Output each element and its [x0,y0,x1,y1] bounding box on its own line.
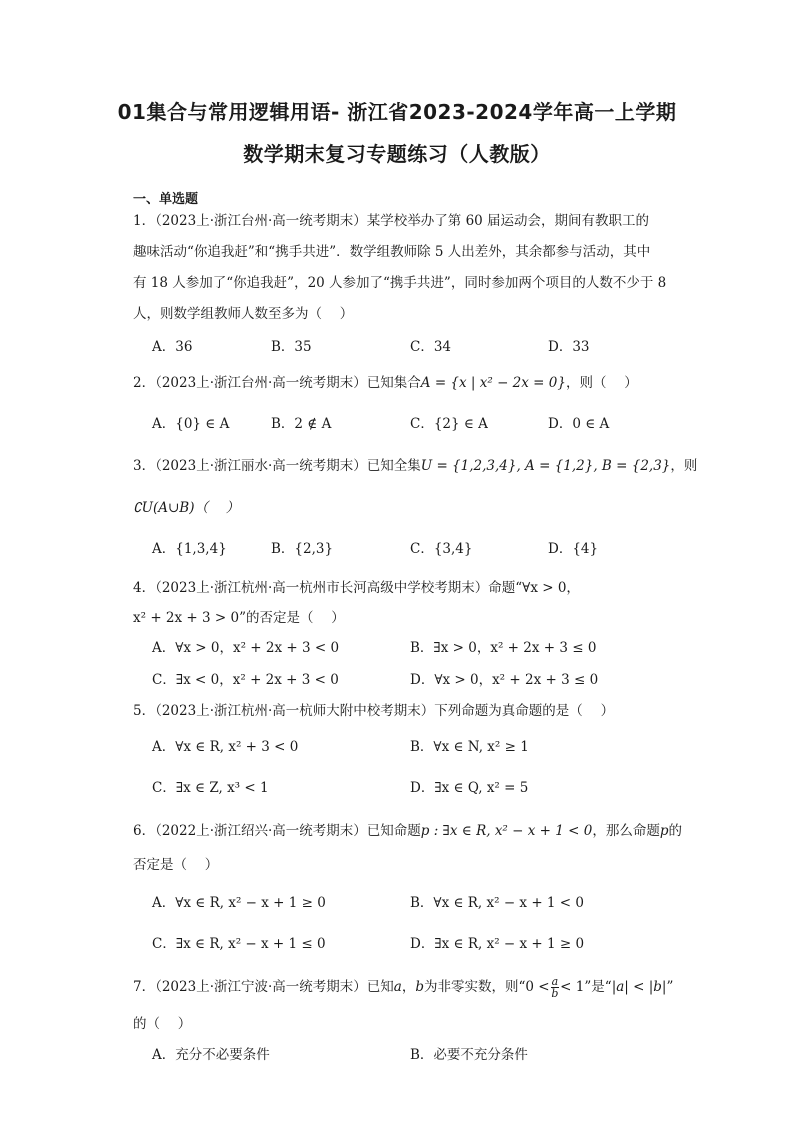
question-3-option-b: B．{2,3} [271,541,334,557]
question-3-stem [133,457,698,475]
question-6-option-a: A．∀x ∈ R, x² − x + 1 ≥ 0 [152,895,326,911]
question-6-option-c: C．∃x ∈ R, x² − x + 1 ≤ 0 [152,936,326,952]
question-2-stem-tail: ，则（ ） [565,375,638,391]
question-6-stem-tail: 的 [668,823,682,839]
question-1-option-c: C．34 [410,339,452,355]
question-3-stem-tail: ，则 [670,458,698,474]
question-1-line-2: 趣味活动“你追我赶”和“携手共进”．数学组教师除 5 人出差外，其余都参与活动，其中 [133,244,651,260]
question-4-option-c: C．∃x < 0，x² + 2x + 3 < 0 [152,672,339,688]
question-7-fraction-numerator: a [551,975,559,988]
question-5-option-b: B．∀x ∈ N, x² ≥ 1 [410,739,529,755]
question-4-option-b: B．∃x > 0，x² + 2x + 3 ≤ 0 [410,640,597,656]
question-1-option-b: B．35 [271,339,312,355]
question-7-option-a: A．充分不必要条件 [152,1047,270,1063]
question-1-option-a: A．36 [152,339,193,355]
question-3-stem-text: 3．（2023上·浙江丽水·高一统考期末）已知全集 [133,458,421,474]
question-4-line-2: x² + 2x + 3 > 0”的否定是（ ） [133,610,345,626]
question-2-stem [133,374,663,392]
question-6-proposition: p : ∃x ∈ R, x² − x + 1 < 0 [420,823,593,839]
question-2-option-d: D．0 ∈ A [548,416,610,432]
question-7-separator: ， [401,979,416,995]
question-6-stem-middle: ，那么命题 [592,823,660,839]
question-2-option-a: A．{0} ∈ A [152,416,230,432]
question-1-line-3: 有 18 人参加了“你追我赶”，20 人参加了“携手共进”，同时参加两个项目的人数不少于 8 [133,275,667,291]
question-6-proposition-name: p [659,823,669,839]
question-7-stem-text: 7．（2023上·浙江宁波·高一统考期末）已知 [133,979,394,995]
question-1-line-1: 1．（2023上·浙江台州·高一统考期末）某学校举办了第 60 届运动会，期间有教职工的 [133,213,650,229]
question-7-stem [133,975,674,1000]
question-6-option-b: B．∀x ∈ R, x² − x + 1 < 0 [410,895,585,911]
question-4-option-d: D．∀x > 0，x² + 2x + 3 ≤ 0 [410,672,599,688]
question-6-stem-text: 6．（2022上·浙江绍兴·高一统考期末）已知命题 [133,823,421,839]
question-7-stem-tail: ” [666,979,674,995]
question-7-frac-right: < 1 [560,979,585,995]
question-4-line-1: 4．（2023上·浙江杭州·高一杭州市长河高级中学校考期末）命题“∀x > 0， [133,580,580,596]
question-3-complement: ∁U(A∪B)（ ） [133,500,240,516]
question-2-option-c: C．{2} ∈ A [410,416,488,432]
question-6-option-d: D．∃x ∈ R, x² − x + 1 ≥ 0 [410,936,585,952]
section-heading: 一、单选题 [133,192,199,207]
question-5-option-c: C．∃x ∈ Z, x³ < 1 [152,780,269,796]
question-1-line-4: 人，则数学组教师人数至多为（ ） [133,306,354,322]
question-3-set-expression: U = {1,2,3,4}, A = {1,2}, B = {2,3} [420,458,671,474]
question-5-option-d: D．∃x ∈ Q, x² = 5 [410,780,529,796]
document-title-line2: 数学期末复习专题练习（人教版） [243,142,551,166]
question-7-stem-quote: ”是“ [584,979,612,995]
question-5-stem: 5．（2023上·浙江杭州·高一杭师大附中校考期末）下列命题为真命题的是（ ） [133,703,615,719]
question-6-stem [133,822,682,840]
question-7-abs-expression: |a| < |b| [611,979,667,995]
question-5-option-a: A．∀x ∈ R, x² + 3 < 0 [152,739,299,755]
question-3-option-c: C．{3,4} [410,541,473,557]
question-7-option-b: B．必要不充分条件 [410,1047,528,1063]
question-2-set-expression: A = {x | x² − 2x = 0} [420,375,566,391]
question-7-frac-left: 0 < [525,979,550,995]
question-1-option-d: D．33 [548,339,590,355]
question-4-option-a: A．∀x > 0，x² + 2x + 3 < 0 [152,640,340,656]
question-2-option-b: B．2 ∉ A [271,416,332,432]
question-7-fraction-denominator: b [551,987,559,1000]
question-3-option-a: A．{1,3,4} [152,541,227,557]
question-7-var-b: b [415,979,424,995]
question-7-stem-middle: 为非零实数，则“ [424,979,526,995]
question-7-fraction [551,976,560,999]
question-7-line-2: 的（ ） [133,1016,192,1032]
question-7-var-a: a [393,979,402,995]
question-6-line-2: 否定是（ ） [133,857,219,873]
question-3-option-d: D．{4} [548,541,599,557]
document-title-line1: 01集合与常用逻辑用语- 浙江省2023-2024学年高一上学期 [117,100,677,124]
question-2-stem-text: 2．（2023上·浙江台州·高一统考期末）已知集合 [133,375,421,391]
